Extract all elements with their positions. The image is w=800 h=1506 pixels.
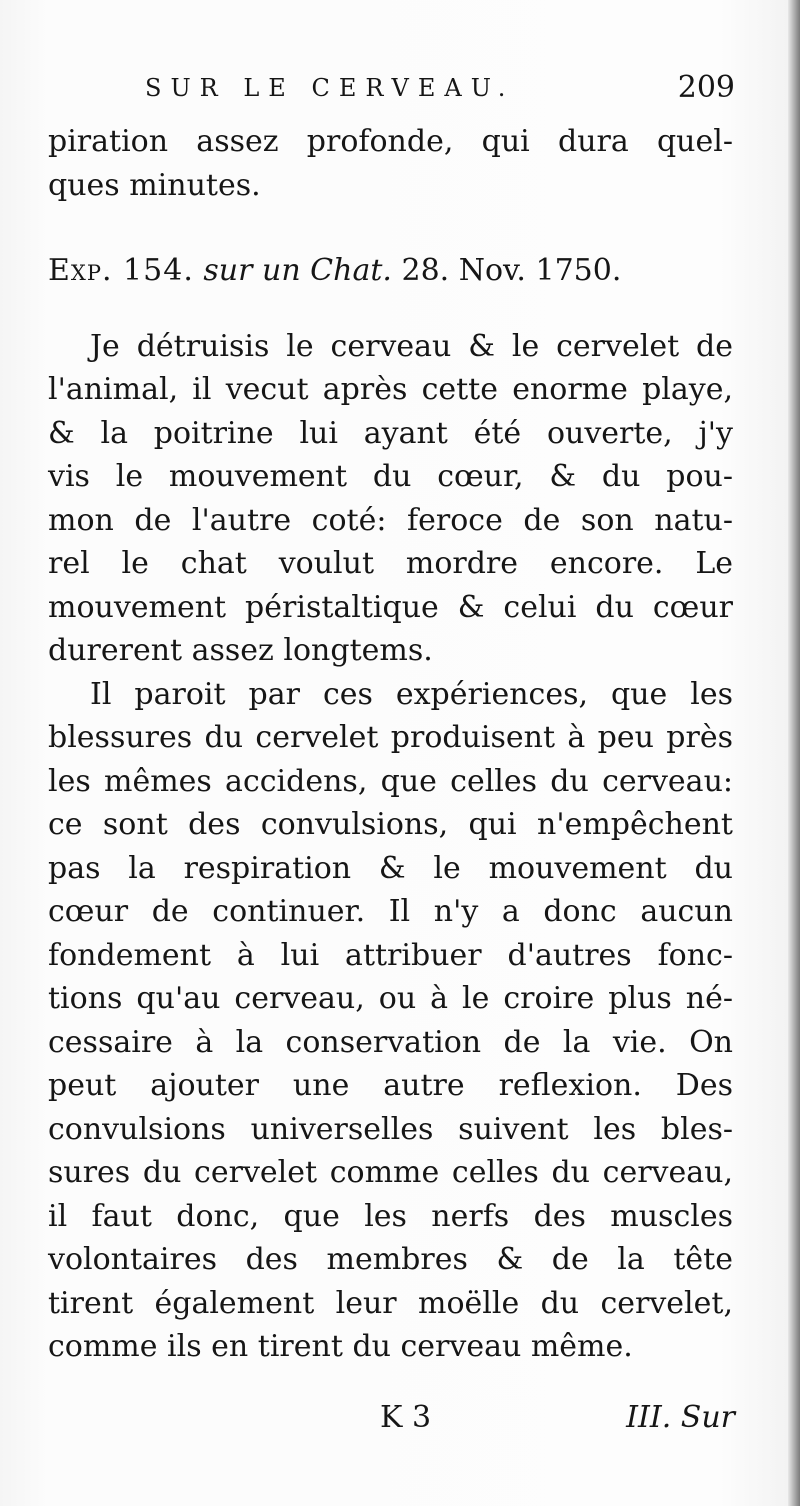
text-line: convulsions universelles suivent les bles- [48, 1111, 733, 1147]
text-line: tirent également leur moëlle du cervelet, [48, 1285, 733, 1321]
experiment-subject: sur un Chat. [203, 253, 392, 288]
text-line: peut ajouter une autre reflexion. Des [48, 1068, 733, 1103]
text-line: durerent assez longtems. [48, 633, 433, 668]
page-edge-shadow [788, 0, 800, 1506]
text-line: fondement à lui attribuer d'autres fonc- [48, 937, 733, 973]
text-line: & la poitrine lui ayant été ouverte, j'y [48, 415, 733, 451]
experiment-date: 28. Nov. 1750. [401, 253, 622, 288]
catchword: III. Sur [626, 1400, 735, 1435]
page-header [145, 70, 735, 110]
paragraph-one [48, 325, 733, 673]
page-footer [380, 1400, 735, 1440]
experiment-label: Exp. 154. [48, 253, 194, 288]
text-line: volontaires des membres & de la tête [48, 1242, 733, 1277]
text-line: cessaire à la conservation de la vie. On [48, 1024, 733, 1060]
text-line: Je détruisis le cerveau & le cervelet de [90, 328, 733, 364]
text-line: ques minutes. [48, 167, 261, 203]
text-line: vis le mouvement du cœur, & du pou- [48, 459, 733, 494]
text-line: piration assez profonde, qui dura quel- [48, 124, 733, 159]
text-line: pas la respiration & le mouvement du [48, 850, 733, 886]
page-number: 209 [677, 70, 735, 105]
text-line: Il paroit par ces expériences, que les [90, 676, 733, 712]
body-text [48, 120, 733, 1369]
carry-over-paragraph [48, 120, 733, 207]
text-line: ce sont des convulsions, qui n'empêchent [48, 807, 733, 842]
text-line: mon de l'autre coté: feroce de son natu- [48, 502, 733, 538]
text-line: il faut donc, que les nerfs des muscles [48, 1198, 733, 1234]
text-line: cœur de continuer. Il n'y a donc aucun [48, 894, 733, 929]
paragraph-two [48, 673, 733, 1369]
text-line: mouvement péristaltique & celui du cœur [48, 589, 733, 625]
text-line: sures du cervelet comme celles du cerveau, [48, 1155, 733, 1190]
text-line: comme ils en tirent du cerveau même. [48, 1329, 633, 1364]
text-line: les mêmes accidens, que celles du cerveau: [48, 763, 733, 799]
signature-mark: K 3 [380, 1400, 432, 1435]
running-head: SUR LE CERVEAU. [145, 74, 515, 102]
text-line: rel le chat voulut mordre encore. Le [48, 546, 733, 581]
text-line: tions qu'au cerveau, ou à le croire plus né- [48, 981, 733, 1016]
experiment-heading [48, 249, 733, 293]
text-line: l'animal, il vecut après cette enorme playe, [48, 372, 733, 407]
text-line: blessures du cervelet produisent à peu près [48, 720, 733, 755]
